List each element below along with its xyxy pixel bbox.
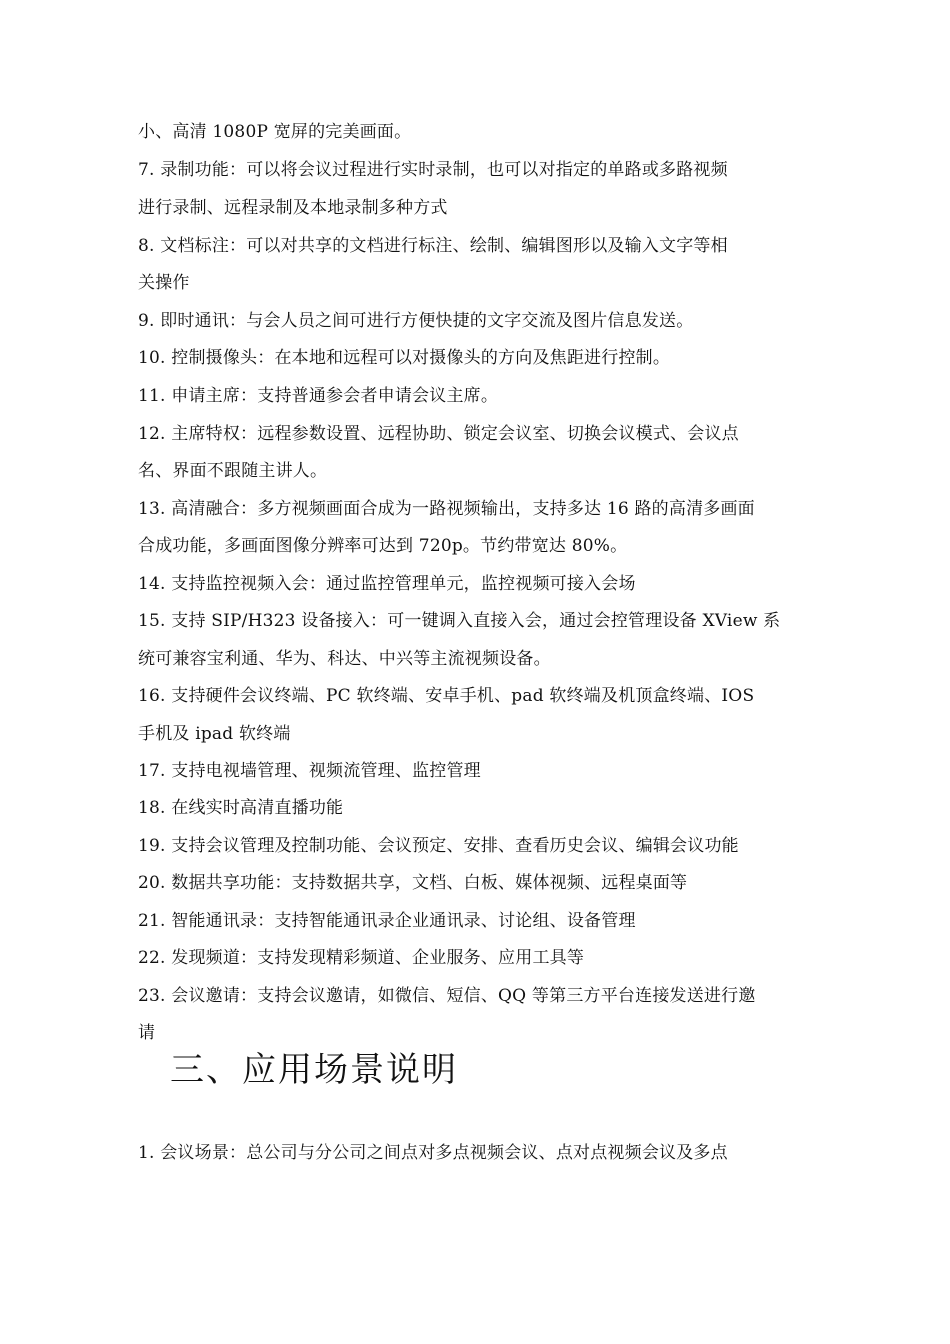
list-item-21: 21. 智能通讯录：支持智能通讯录企业通讯录、讨论组、设备管理 bbox=[138, 911, 636, 931]
list-item-7: 7. 录制功能：可以将会议过程进行实时录制，也可以对指定的单路或多路视频 bbox=[138, 160, 728, 180]
list-item-10: 10. 控制摄像头：在本地和远程可以对摄像头的方向及焦距进行控制。 bbox=[138, 348, 671, 368]
list-item-19: 19. 支持会议管理及控制功能、会议预定、安排、查看历史会议、编辑会议功能 bbox=[138, 836, 739, 856]
list-item-15: 15. 支持 SIP/H323 设备接入：可一键调入直接入会，通过会控管理设备 XView 系 bbox=[138, 611, 781, 631]
text-line: 名、界面不跟随主讲人。 bbox=[138, 461, 328, 481]
text-line: 小、高清 1080P 宽屏的完美画面。 bbox=[138, 122, 412, 142]
list-item-12: 12. 主席特权：远程参数设置、远程协助、锁定会议室、切换会议模式、会议点 bbox=[138, 424, 739, 444]
list-item-20: 20. 数据共享功能：支持数据共享，文档、白板、媒体视频、远程桌面等 bbox=[138, 873, 688, 893]
list-item-11: 11. 申请主席：支持普通参会者申请会议主席。 bbox=[138, 386, 499, 406]
list-item-13: 13. 高清融合：多方视频画面合成为一路视频输出，支持多达 16 路的高清多画面 bbox=[138, 499, 755, 519]
list-item-16: 16. 支持硬件会议终端、PC 软终端、安卓手机、pad 软终端及机顶盒终端、IOS bbox=[138, 686, 755, 706]
list-item-8: 8. 文档标注：可以对共享的文档进行标注、绘制、编辑图形以及输入文字等相 bbox=[138, 236, 728, 256]
text-line: 请 bbox=[138, 1023, 156, 1043]
list-item-14: 14. 支持监控视频入会：通过监控管理单元，监控视频可接入会场 bbox=[138, 574, 636, 594]
text-line: 手机及 ipad 软终端 bbox=[138, 724, 291, 744]
list-item-17: 17. 支持电视墙管理、视频流管理、监控管理 bbox=[138, 761, 481, 781]
text-line: 进行录制、远程录制及本地录制多种方式 bbox=[138, 198, 448, 218]
text-line: 合成功能，多画面图像分辨率可达到 720p。节约带宽达 80%。 bbox=[138, 536, 628, 556]
list-item-9: 9. 即时通讯：与会人员之间可进行方便快捷的文字交流及图片信息发送。 bbox=[138, 311, 694, 331]
list-item-22: 22. 发现频道：支持发现精彩频道、企业服务、应用工具等 bbox=[138, 948, 585, 968]
list-item-23: 23. 会议邀请：支持会议邀请，如微信、短信、QQ 等第三方平台连接发送进行邀 bbox=[138, 986, 756, 1006]
section-heading: 三、应用场景说明 bbox=[170, 1050, 458, 1090]
text-line: 关操作 bbox=[138, 273, 190, 293]
text-line: 统可兼容宝利通、华为、科达、中兴等主流视频设备。 bbox=[138, 649, 551, 669]
list-item-1: 1. 会议场景：总公司与分公司之间点对多点视频会议、点对点视频会议及多点 bbox=[138, 1143, 728, 1163]
list-item-18: 18. 在线实时高清直播功能 bbox=[138, 798, 344, 818]
